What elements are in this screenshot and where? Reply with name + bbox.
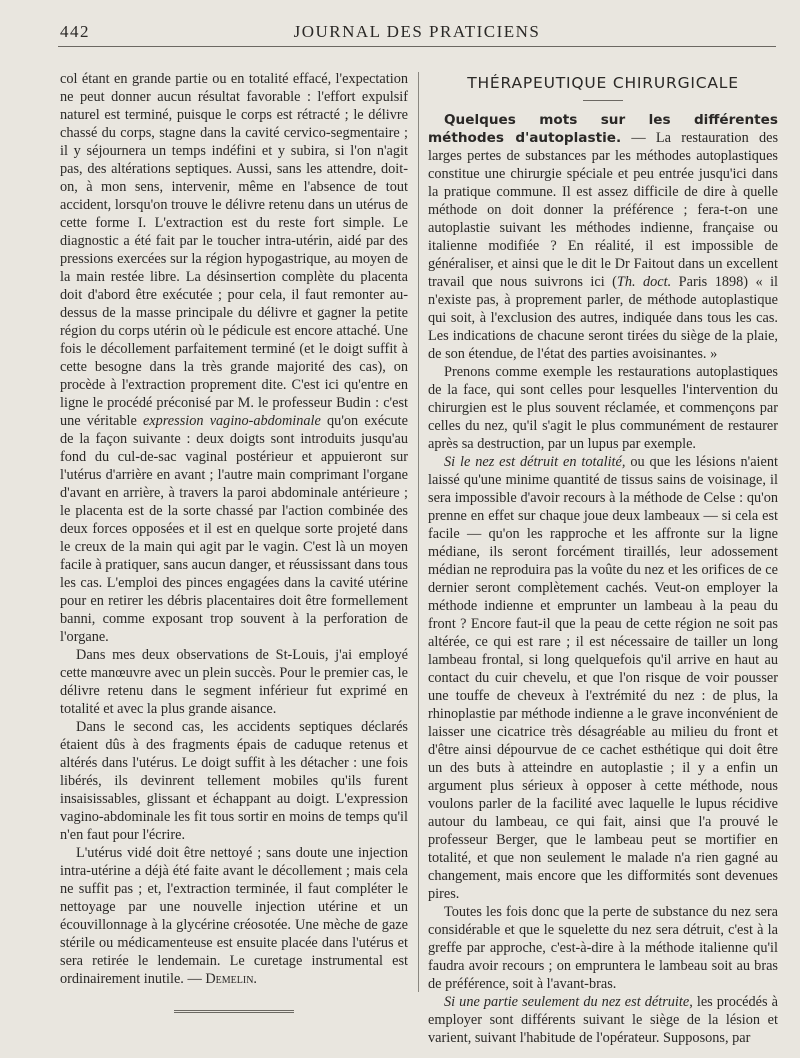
header-rule (58, 46, 776, 47)
right-column (428, 70, 778, 1047)
paragraph: col étant en grande partie ou en totalité effacé, l'expectation ne peut donner aucun résultat favorable : l'effort expulsif naturel est terminé, puisque le corps est rétracté ; le délivre chassé du corps, stagne dans la cavité cervico-segmentaire ; il y séjournera un temps indéfini et y subira, si l'on n'agit pas, des altérations septiques. Aussi, sans les attendre, doit-on, à mon sens, intervenir, même en l'absence de tout accident, lorsqu'on trouve le délivre retenu dans un utérus de cette forme I. L'extraction est du reste fort simple. Le diagnostic a été fait par le toucher intra-utérin, aidé par des pressions exercées sur la région hypogastrique, au moyen de la main restée libre. La désinsertion complète du placenta doit d'abord être exécutée ; pour cela, il faut remonter au-dessus de la masse principale du délivre et gagner la petite région du corps utérin où le pédicule est encore attaché. Une fois le décollement parfaitement terminé (et le doigt suffit à cette besogne dans la très grande majorité des cas), on procède à l'extraction proprement dite. C'est ici qu'entre en ligne le procédé préconisé par M. le professeur Budin : c'est une véritable expression vagino-abdominale qu'on exécute de la façon suivante : deux doigts sont introduits jusqu'au fond du cul-de-sac vaginal postérieur et appuieront sur l'utérus d'arrière en avant ; l'autre main comprimant l'organe d'avant en arrière, à travers la paroi abdominale antérieure ; le placenta est de la sorte chassé par l'action combinée des deux forces opposées et il est en quelque sorte projeté dans le creux de la main qui agit par le vagin. C'est là un moyen facile à pratiquer, sans aucun danger, et réussissant dans tous les cas. L'emploi des pinces engagées dans la cavité utérine pour en retirer les débris placentaires doit être formellement banni, comme exposant trop souvent à la perforation de l'organe. (60, 71, 408, 645)
section-rule (583, 100, 623, 101)
paragraph: Si une partie seulement du nez est détruite, les procédés à employer sont différents suivant le siège de la lésion et varient, suivant l'habitude de l'opérateur. Supposons, par (428, 994, 778, 1046)
italic-phrase: Si le nez est détruit en totalité, (444, 454, 626, 470)
running-title: JOURNAL DES PRATICIENS (293, 22, 541, 41)
page-header (60, 22, 774, 44)
paragraph: Quelques mots sur les différentes méthodes d'autoplastie. — La restauration des larges pertes de substances par les méthodes autoplastiques constitue une chirurgie spéciale et peu entrée jusqu'ici dans la pratique commune. Il est assez difficile de dire à quelle méthode on doit donner la préférence ; fera-t-on une autoplastie suivant les méthodes indienne, française ou italienne modifiée ? En réalité, il est impossible de généraliser, et ainsi que le dit le Dr Faitout dans un excellent travail que nous suivrons ici (Th. doct. Paris 1898) « il n'existe pas, à proprement parler, de méthode autoplastique qui soit, à l'exclusion des autres, indiquée dans tous les cas. Les indications de chacune seront tirées du siège de la plaie, de son étendue, de l'état des parties avoisinantes. » (428, 112, 779, 362)
italic-phrase: Si une partie seulement du nez est détruite, (444, 994, 693, 1010)
paragraph: Dans le second cas, les accidents septiques déclarés étaient dûs à des fragments épais de caduque retenus et altérés dans l'utérus. Le doigt suffit à les détacher : une fois libérés, ils devinrent tellement mobiles qu'ils furent insaisissables, glissant et échappant au doigt. L'expression vagino-abdominale les fit tous sortir en moins de temps qu'il n'en faut pour l'écrire. (60, 719, 408, 843)
italic-phrase: expression vagino-abdominale (142, 413, 321, 429)
italic-phrase: Th. doct. (616, 274, 672, 290)
section-title: THÉRAPEUTIQUE CHIRURGICALE (467, 74, 739, 92)
paragraph: Si le nez est détruit en totalité, ou que les lésions n'aient laissé qu'une minime quantité de tissus sains de voisinage, il sera impossible d'avoir recours à la méthode de Celse : qu'on prenne en effet sur chaque joue deux lambeaux — si cela est facile — qu'on les rapproche et les affronte sur la ligne médiane, ils seront forcément tiraillés, leur adossement médian ne reproduira pas la voûte du nez et les orifices de ce dernier seront complètement cachés. Veut-on employer la méthode indienne et emprunter un lambeau à la peau du front ? Encore faut-il que la peau de cette région ne soit pas altérée, ce qui est rare ; il est nécessaire de tailler un long lambeau frontal, si long quelquefois qu'il arrive en haut au contact du cuir chevelu, et que l'on risque de voir pousser une touffe de cheveux à l'extrémité du nez : de plus, la rhinoplastie par méthode indienne a le grave inconvénient de laisser une cicatrice très désagréable au milieu du front et d'être ainsi dépourvue de ce cachet esthétique qui doit être un des buts à atteindre en autoplastie ; il y a enfin un argument plus sérieux à opposer à cette méthode, nous voulons parler de la facilité avec laquelle le lupus récidive autour du lambeau, ce qui fait, ainsi que l'a prouvé le professeur Berger, que le lambeau peut se mortifier en totalité, et que non seulement le malade n'a rien gagné au changement, mais encore que les difformités sont devenues pires. (428, 454, 778, 902)
paragraph: Toutes les fois donc que la perte de substance du nez sera considérable et que le squelette du nez sera détruit, c'est à la greffe par approche, c'est-à-dire à la méthode italienne qu'il faudra avoir recours ; on empruntera le lambeau soit au bras de préférence, soit à l'avant-bras. (428, 904, 778, 992)
column-divider (418, 72, 419, 992)
article-heading: Quelques mots sur les différentes méthodes d'autoplastie. (428, 112, 778, 146)
author-signature: Demelin. (205, 971, 257, 987)
paragraph: L'utérus vidé doit être nettoyé ; sans doute une injection intra-utérine a déjà été faite avant le décollement ; mais cela ne suffit pas ; et, l'extraction terminée, il faut compléter le nettoyage par une nouvelle injection utérine et un écouvillonnage à la glycérine créosotée. Une mèche de gaze stérile ou médicamenteuse est ensuite placée dans l'utérus et sera retirée le lendemain. Le curetage instrumental est ordinairement inutile. — Demelin. (60, 845, 408, 987)
paragraph: Dans mes deux observations de St-Louis, j'ai employé cette manœuvre avec un plein succès. Pour le premier cas, le délivre retenu dans le segment inférieur fut exprimé en totalité et avec la plus grande aisance. (60, 647, 408, 717)
left-column (60, 70, 408, 1013)
article-end-rule (174, 1010, 294, 1013)
paragraph: Prenons comme exemple les restaurations autoplastiques de la face, qui sont celles pour lesquelles l'intervention du chirurgien est le plus souvent réclamée, et commençons par celles du nez, qu'il s'agit le plus communément de restaurer après sa destruction, par un lupus par exemple. (428, 364, 778, 452)
page-number: 442 (60, 22, 90, 41)
